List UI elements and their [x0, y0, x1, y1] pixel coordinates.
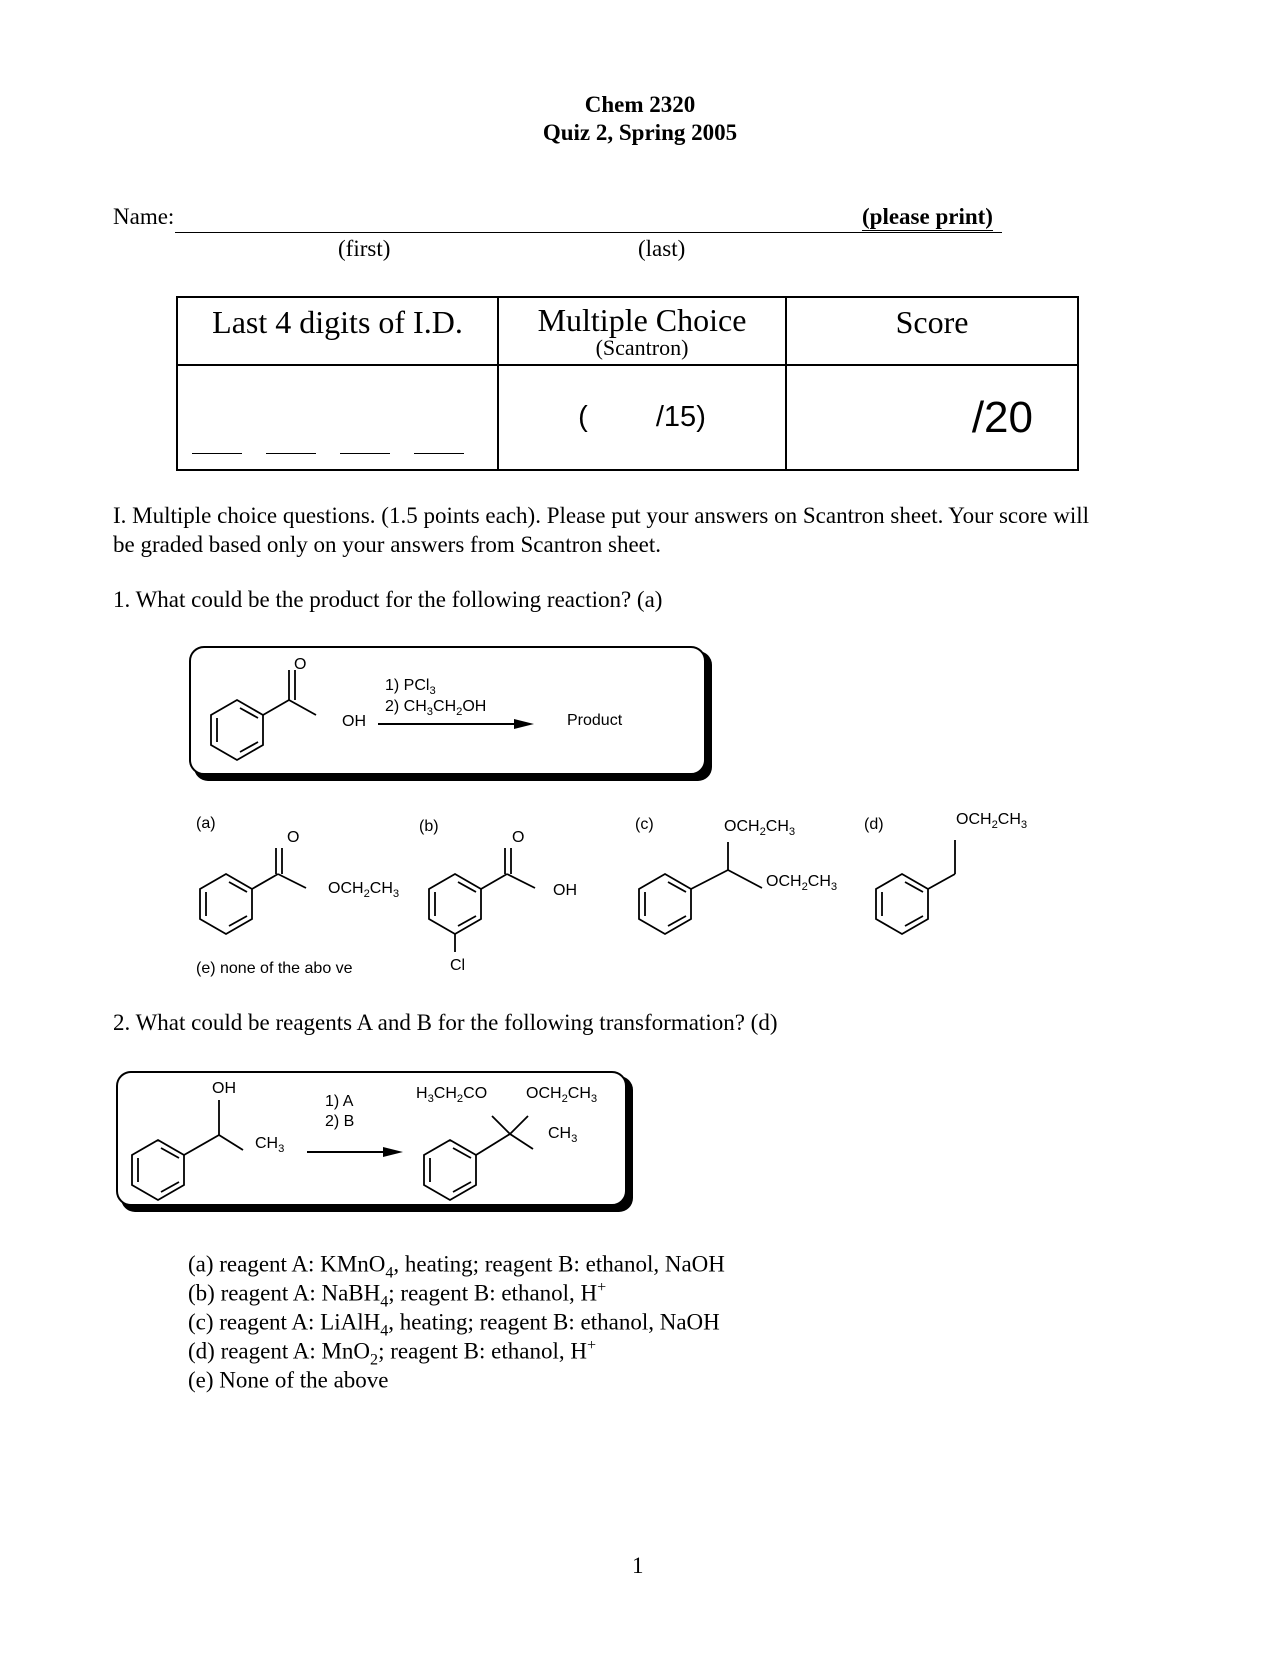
- option-d-structure: [876, 840, 955, 934]
- last-name-caption: (last): [638, 236, 686, 261]
- id-digit-blank[interactable]: [414, 453, 464, 454]
- option-a-label: (a): [196, 815, 216, 832]
- mc-subheader: (Scantron): [595, 335, 689, 360]
- id-header: Last 4 digits of I.D.: [212, 304, 463, 340]
- first-name-caption: (first): [338, 236, 391, 261]
- option-c-ethoxy-top: $OCH_2CH_3$: [724, 818, 796, 839]
- id-digit-blank[interactable]: [266, 453, 316, 454]
- total-score: /20: [971, 392, 1033, 442]
- mc-header: Multiple Choice: [537, 302, 747, 338]
- question-2-text: 2. What could be reagents A and B for the following transformation? (d): [113, 1010, 778, 1035]
- option-b-label: (b): [419, 818, 439, 835]
- q2-product-ethoxy-left: $H_3CH_2CO$: [416, 1085, 488, 1106]
- score-header-cell: [786, 297, 1078, 365]
- option-e-text: (e) none of the abo ve: [196, 960, 353, 977]
- q1-option-structures: [190, 800, 1060, 960]
- q2-option-c: (c) reagent A: LiAlH$_4$, heating; reagent B: ethanol, NaOH: [188, 1309, 720, 1340]
- score-header: Score: [895, 304, 969, 340]
- q1-product-label: Product: [567, 712, 623, 729]
- q1-reagent-1: 1) PCl$_3$: [385, 677, 436, 698]
- q2-step-2: 2) B: [325, 1113, 355, 1130]
- option-d-label: (d): [864, 816, 884, 833]
- option-a-structure: [200, 848, 306, 934]
- q2-option-e: (e) None of the above: [188, 1367, 389, 1393]
- q2-step-1: 1) A: [325, 1093, 354, 1110]
- option-b-hydroxyl: OH: [553, 882, 577, 899]
- course-title: Chem 2320: [584, 92, 696, 117]
- q2-option-a: (a) reagent A: KMnO$_4$, heating; reagent B: ethanol, NaOH: [188, 1251, 725, 1282]
- q2-product-ethoxy-right: $OCH_2CH_3$: [526, 1085, 598, 1106]
- option-a-ethoxy: $OCH_2CH_3$: [328, 880, 400, 901]
- option-b-chloro: Cl: [450, 957, 466, 974]
- page-number: 1: [632, 1553, 644, 1578]
- q2-hydroxyl: OH: [212, 1080, 236, 1097]
- total-score-cell: [786, 365, 1078, 470]
- please-print-note: (please print): [862, 204, 993, 229]
- name-underline[interactable]: [175, 232, 1002, 233]
- option-c-label: (c): [635, 816, 654, 833]
- q2-option-b: (b) reagent A: NaBH$_4$; reagent B: ethanol, H+: [188, 1279, 607, 1311]
- option-d-ethoxy: $OCH_2CH_3$: [956, 811, 1028, 832]
- id-entry-cell[interactable]: [177, 365, 498, 470]
- q1-carbonyl-o: O: [294, 656, 307, 673]
- q1-reagent-2: 2) $CH_3CH_2OH$: [385, 698, 487, 719]
- option-a-carbonyl-o: O: [287, 829, 300, 846]
- option-c-structure: [639, 842, 762, 934]
- mc-score-open: (: [578, 401, 588, 433]
- mc-score-cell: [498, 365, 786, 470]
- id-digit-blank[interactable]: [340, 453, 390, 454]
- q2-option-d: (d) reagent A: MnO$_2$; reagent B: ethanol, H+: [188, 1337, 597, 1369]
- id-header-cell: [177, 297, 498, 365]
- section-instructions: I. Multiple choice questions. (1.5 points each). Please put your answers on Scantron sheet. Your score will be graded based only on your answers from Scantron sheet.: [113, 503, 1090, 557]
- q1-hydroxyl: OH: [342, 713, 366, 730]
- id-digit-blank[interactable]: [192, 453, 242, 454]
- mc-score-total: /15): [655, 401, 706, 433]
- option-c-ethoxy-right: $OCH_2CH_3$: [766, 873, 838, 894]
- q2-product-methyl: $CH_3$: [548, 1125, 578, 1146]
- name-label: Name:: [113, 204, 175, 229]
- id-score-table: [176, 296, 1079, 471]
- option-b-structure: [429, 848, 535, 952]
- question-1-text: 1. What could be the product for the following reaction? (a): [113, 587, 663, 612]
- option-b-carbonyl-o: O: [512, 829, 525, 846]
- mc-header-cell: [498, 297, 786, 365]
- quiz-title: Quiz 2, Spring 2005: [542, 120, 738, 145]
- q2-methyl: $CH_3$: [255, 1135, 285, 1156]
